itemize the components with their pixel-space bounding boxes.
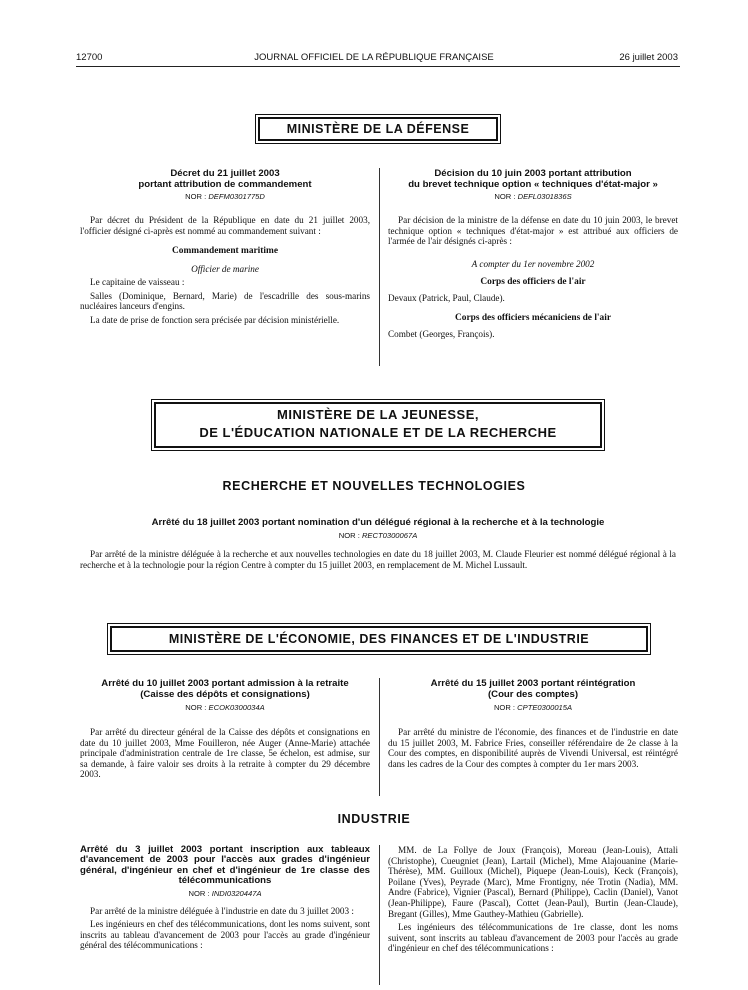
defense-left-column (80, 168, 370, 329)
officer-name-1: Devaux (Patrick, Paul, Claude). (388, 292, 505, 303)
arrete-reintegration-body: Par arrêté du ministre de l'économie, des finances et de l'industrie en date du 15 juillet 2003, M. Fabrice Fries, conseiller référendaire de 2e classe à la Cour des comptes, en disponibilité auprès de Vivendi Universal, est réintégré dans les cadres de la Cour des comptes à compter du 1er mars 2003. (388, 727, 678, 769)
arrete-reintegration-title-1: Arrêté du 15 juillet 2003 portant réintégration (430, 678, 636, 689)
arrete-retraite-title-1: Arrêté du 10 juillet 2003 portant admission à la retraite (101, 678, 349, 689)
arrete-recherche-body: Par arrêté de la ministre déléguée à la recherche et aux nouvelles technologies en date du 18 juillet 2003, M. Claude Fleurier est nommé délégué régional à la recherche et à la technologie pour la région Centre à compter du 15 juillet 2003, en remplacement de M. Michel Lussault. (80, 549, 676, 570)
nor-line: NOR : CPTE0300015A (493, 703, 573, 712)
arrete-recherche-title: Arrêté du 18 juillet 2003 portant nomination d'un délégué régional à la recherche et à la technologie (151, 517, 605, 528)
section-recherche: RECHERCHE ET NOUVELLES TECHNOLOGIES (222, 479, 526, 493)
subhead-corps-mecaniciens: Corps des officiers mécaniciens de l'air (455, 313, 611, 324)
economie-left-column (80, 678, 370, 783)
column-divider (379, 845, 380, 985)
decree-title-1: Décret du 21 juillet 2003 (170, 168, 280, 179)
subhead-commandement: Commandement maritime (172, 246, 278, 257)
nor-line: NOR : DEFL0301836S (494, 192, 572, 201)
industrie-right-column (388, 845, 678, 957)
ministry-jeunesse-line1: MINISTÈRE DE LA JEUNESSE, (277, 407, 479, 422)
decision-body: Par décision de la ministre de la défense en date du 10 juin 2003, le brevet technique option « techniques d'état-major » est attribué aux officiers de l'armée de l'air désignés ci-après : (388, 215, 678, 247)
arrete-reintegration-title-2: (Cour des comptes) (487, 689, 579, 700)
industrie-left-column (80, 845, 370, 954)
officer-name-2: Combet (Georges, François). (388, 329, 495, 340)
promotion-names-list: MM. de La Follye de Joux (François), Moreau (Jean-Louis), Attali (Christophe), Cueugniet (Jean), Lartail (Michel), Mme Alajouanine (Marie-Thérèse), MM. Guilloux (Michel), Piquepe (Jean-Louis), Keck (François), Poilane (Yves), Peyrade (Marc), Mme Frontigny, née Trotin (Nadia), MM. Andre (Fabrice), Vignier (Pascal), Bernard (Philippe), Caclin (Daniel), Vanot (Jean-Philippe), Faure (Pascal), Cottet (Jean-Paul), Burtin (Jean-Claude), Bregant (Gilles), Mme Gauthey-Mathieu (Gabrielle). Les ingénieurs des télécommunications de 1re classe, dont les noms suivent, sont inscrits au tableau d'avancement de 2003 pour l'accès au grade d'ingénieur en chef des télécommunications : (388, 845, 678, 954)
issue-date: 26 juillet 2003 (619, 52, 678, 63)
decree-title-2: portant attribution de commandement (138, 179, 312, 190)
nor-line: NOR : RECT0300067A (338, 531, 418, 540)
nor-line: NOR : INDI0320447A (188, 888, 262, 898)
decree-body: Par décret du Président de la République en date du 21 juillet 2003, l'officier désigné ci-après est nommé au commandement suivant : (80, 215, 370, 236)
arrete-industrie-body: Par arrêté de la ministre déléguée à l'industrie en date du 3 juillet 2003 : Les ingénieurs en chef des télécommunications, dont les noms suivent, sont inscrits au tableau d'avancement de 2003 pour l'accès au grade d'ingénieur général des télécommunications : (80, 905, 370, 951)
defense-right-column (388, 168, 678, 343)
arrete-retraite-title-2: (Caisse des dépôts et consignations) (140, 689, 310, 700)
arrete-retraite-body: Par arrêté du directeur général de la Caisse des dépôts et consignations en date du 10 juillet 2003, Mme Fouilleron, née Auger (Anne-Marie) attachée principale d'administration centrale de 1re classe, 5e échelon, est admise, sur sa demande, à faire valoir ses droits à la retraite à compter du 29 décembre 2003. (80, 727, 370, 780)
ministry-economie-box: MINISTÈRE DE L'ÉCONOMIE, DES FINANCES ET DE L'INDUSTRIE (110, 626, 648, 652)
header-rule (76, 66, 680, 67)
ministry-jeunesse-line2: DE L'ÉDUCATION NATIONALE ET DE LA RECHERCHE (199, 425, 557, 440)
decision-title-2: du brevet technique option « techniques d'état-major » (408, 179, 658, 190)
column-divider (379, 678, 380, 796)
nor-line: NOR : ECOK0300034A (185, 703, 265, 712)
decree-appointee: Le capitaine de vaisseau : Salles (Dominique, Bernard, Marie) de l'escadrille des sous-marins nucléaires lanceurs d'engins. La date de prise de fonction sera précisée par décision ministérielle. (80, 277, 370, 325)
economie-right-column (388, 678, 678, 772)
decision-title-1: Décision du 10 juin 2003 portant attribution (434, 168, 632, 179)
nor-line: NOR : DEFM0301775D (185, 192, 265, 201)
ministry-defense-box: MINISTÈRE DE LA DÉFENSE (258, 117, 498, 141)
arrete-industrie-title: Arrêté du 3 juillet 2003 portant inscription aux tableaux d'avancement de 2003 pour l'accès aux grades d'ingénieur général, d'ingénieur en chef et d'ingénieur de 1re classe des télécommunications (80, 844, 370, 887)
page-number: 12700 (76, 52, 103, 63)
journal-title: JOURNAL OFFICIEL DE LA RÉPUBLIQUE FRANÇAISE (254, 52, 494, 63)
section-industrie: INDUSTRIE (337, 812, 411, 826)
ministry-jeunesse-box (154, 402, 602, 448)
column-divider (379, 168, 380, 366)
effective-date: A compter du 1er novembre 2002 (471, 258, 595, 269)
subhead-corps-air: Corps des officiers de l'air (480, 276, 586, 287)
officer-category: Officier de marine (191, 264, 259, 275)
